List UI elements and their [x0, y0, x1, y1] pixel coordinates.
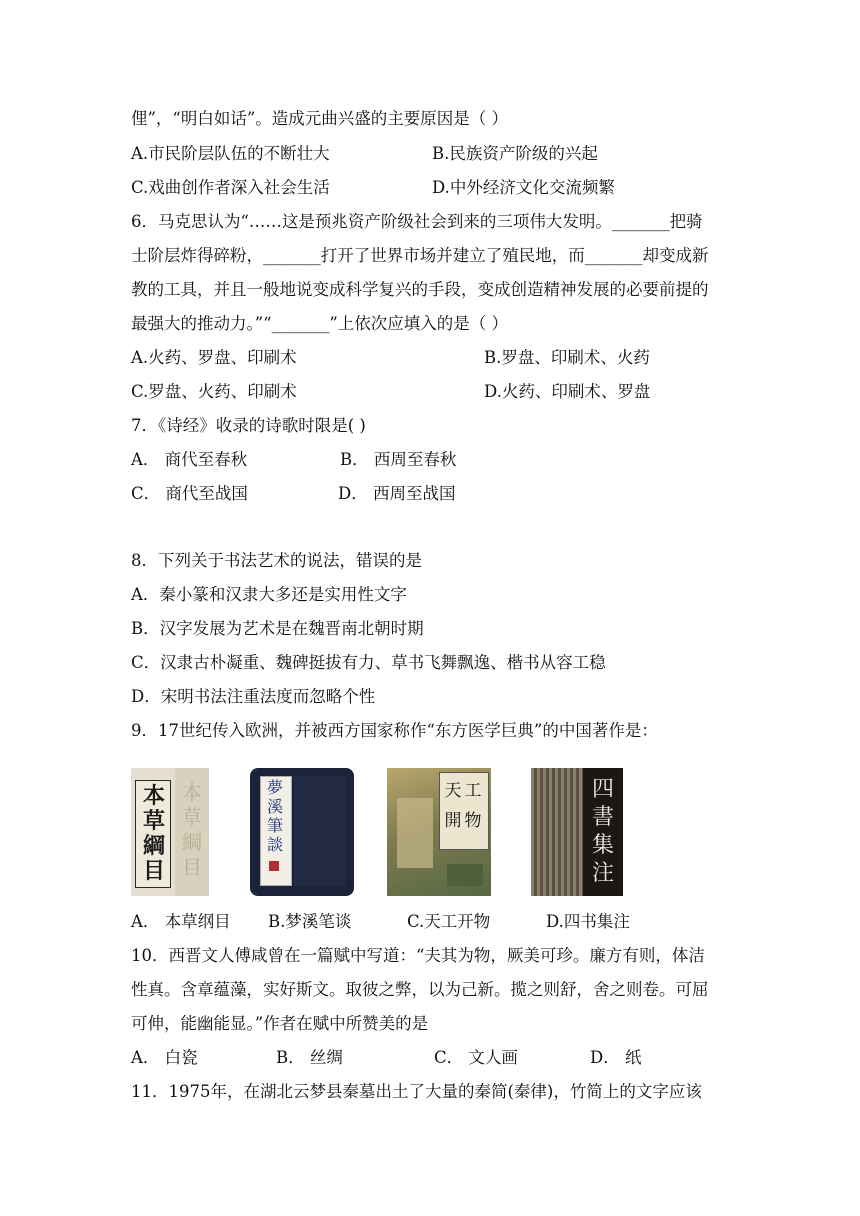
q9-option-d: D.四书集注 — [546, 912, 630, 931]
bencao-gangmu-book-image: 本 草 綱 目 本 草 綱 目 — [131, 768, 209, 896]
q6-stem-line-1: 6．马克思认为“……这是预兆资产阶级社会到来的三项伟大发明。_______把骑 — [131, 212, 703, 231]
book-title-char: 溪 — [266, 797, 283, 816]
q5-option-b: B.民族资产阶级的兴起 — [432, 144, 598, 163]
mengxi-bitan-book-image — [250, 768, 354, 896]
q10-stem-line-2: 性真。含章蕴藻，实好斯文。取彼之弊，以为己新。揽之则舒，舍之则卷。可屈 — [131, 980, 709, 999]
q5-option-c: C.戏曲创作者深入社会生活 — [131, 178, 330, 197]
book-title-char: 四 — [591, 777, 614, 802]
q10-option-d: D． 纸 — [590, 1048, 642, 1067]
q10-option-c: C． 文人画 — [434, 1048, 518, 1067]
book-title-char: 夢 — [266, 778, 283, 797]
q8-option-d: D．宋明书法注重法度而忽略个性 — [131, 687, 376, 706]
q10-stem-line-1: 10．西晋文人傅咸曾在一篇赋中写道：“夫其为物，厥美可珍。廉方有则，体洁 — [131, 946, 705, 965]
q6-stem-line-3: 教的工具，并且一般地说变成科学复兴的手段，变成创造精神发展的必要前提的 — [131, 280, 709, 299]
book-title-char: 物 — [464, 811, 482, 831]
q8-option-c: C．汉隶古朴凝重、魏碑挺拔有力、草书飞舞飘逸、楷书从容工稳 — [131, 653, 606, 672]
q10-option-b: B． 丝绸 — [276, 1048, 343, 1067]
q9-option-a: A． 本草纲目 — [131, 912, 231, 931]
book-title-char: 集 — [591, 833, 614, 858]
book-title-char: 草 — [142, 809, 165, 834]
q5-option-d: D.中外经济文化交流频繁 — [432, 178, 615, 197]
q6-option-b: B.罗盘、印刷术、火药 — [484, 348, 650, 367]
q10-option-a: A． 白瓷 — [131, 1048, 198, 1067]
q5-stem-continuation: 俚”，“明白如话”。造成元曲兴盛的主要原因是（ ） — [131, 109, 509, 128]
q9-option-c: C.天工开物 — [407, 912, 491, 931]
sishu-jizhu-book-image — [531, 768, 623, 896]
book-title-char: 本 — [142, 784, 165, 809]
book-title-char: 書 — [591, 805, 614, 830]
q7-option-b: B． 西周至春秋 — [340, 450, 457, 469]
q7-option-a: A． 商代至春秋 — [131, 450, 248, 469]
q9-option-b: B.梦溪笔谈 — [268, 912, 352, 931]
book-title-char: 綱 — [142, 834, 165, 859]
q8-option-a: A．秦小篆和汉隶大多还是实用性文字 — [131, 585, 407, 604]
book-title-char: 天 — [444, 781, 462, 801]
q8-option-b: B．汉字发展为艺术是在魏晋南北朝时期 — [131, 619, 424, 638]
book-title-char: 目 — [142, 859, 165, 884]
book-title-char: 筆 — [266, 816, 283, 835]
book-title-char: 開 — [444, 811, 462, 831]
q10-stem-line-3: 可伸，能幽能显。”作者在赋中所赞美的是 — [131, 1014, 429, 1033]
q6-option-c: C.罗盘、火药、印刷术 — [131, 382, 297, 401]
q6-option-a: A.火药、罗盘、印刷术 — [131, 348, 297, 367]
q9-stem: 9．17世纪传入欧洲，并被西方国家称作“东方医学巨典”的中国著作是： — [131, 721, 658, 740]
q7-option-c: C． 商代至战国 — [131, 484, 248, 503]
q7-option-d: D． 西周至战国 — [338, 484, 456, 503]
book-title-char: 工 — [464, 781, 482, 801]
q11-stem-line-1: 11．1975年，在湖北云梦县秦墓出土了大量的秦简(秦律)，竹简上的文字应该 — [131, 1082, 702, 1101]
q6-stem-line-2: 士阶层炸得碎粉，_______打开了世界市场并建立了殖民地，而_______却变成新 — [131, 246, 709, 265]
book-title-char: 談 — [266, 835, 283, 854]
q7-stem: 7．《诗经》收录的诗歌时限是( ) — [131, 416, 366, 435]
q5-option-a: A.市民阶层队伍的不断壮大 — [131, 144, 330, 163]
tiangong-kaiwu-book-image — [387, 768, 491, 896]
book-title-char: 注 — [591, 861, 614, 886]
q6-option-d: D.火药、印刷术、罗盘 — [484, 382, 651, 401]
q6-stem-line-4: 最强大的推动力。”“_______”上依次应填入的是（ ） — [131, 314, 509, 333]
q8-stem: 8．下列关于书法艺术的说法，错误的是 — [131, 551, 422, 570]
